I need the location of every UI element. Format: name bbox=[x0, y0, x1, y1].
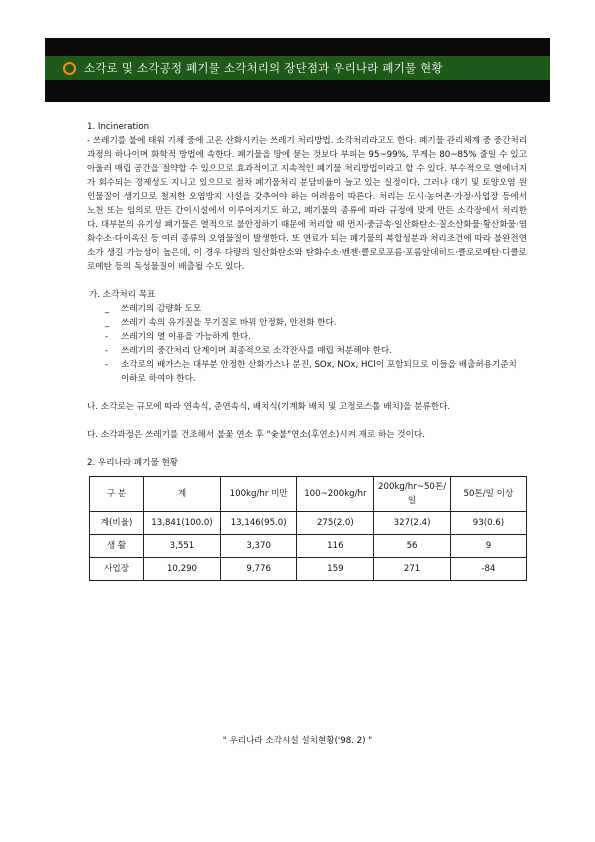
document-title: 소각로 및 소각공정 폐기물 소각처리의 장단점과 우리나라 폐기물 현황 bbox=[84, 61, 443, 75]
table-cell: 사업장 bbox=[90, 558, 144, 581]
list-item bbox=[105, 302, 527, 316]
table-header-cell: 100kg/hr 미만 bbox=[220, 477, 297, 512]
table-header-cell: 계 bbox=[144, 477, 221, 512]
table-header-cell: 200kg/hr~50톤/일 bbox=[374, 477, 451, 512]
table-cell: 275(2.0) bbox=[297, 512, 374, 535]
bullet-dash: - bbox=[105, 346, 109, 356]
bullet-dash: _ bbox=[105, 304, 110, 314]
table-header-row bbox=[90, 477, 527, 512]
list-item bbox=[105, 344, 527, 358]
waste-status-table bbox=[89, 476, 527, 581]
objectives-list bbox=[87, 302, 527, 386]
subsection-ga bbox=[87, 288, 527, 386]
table-cell: 3,370 bbox=[220, 535, 297, 558]
table-row bbox=[90, 535, 527, 558]
list-item bbox=[105, 316, 527, 330]
subsection-ga-heading: 가. 소각처리 목표 bbox=[89, 290, 156, 300]
document-body bbox=[87, 120, 527, 581]
table-cell: -84 bbox=[450, 558, 526, 581]
bullet-dash: - bbox=[105, 332, 109, 342]
table-cell: 계(비율) bbox=[90, 512, 144, 535]
table-cell: 10,290 bbox=[144, 558, 221, 581]
table-caption: " 우리나라 소각시설 설치현황('98. 2) " bbox=[222, 736, 373, 746]
bullet-text: 쓰레기의 감량화 도모 bbox=[121, 304, 202, 314]
subsection-da bbox=[87, 428, 527, 442]
table-header-cell: 100~200kg/hr bbox=[297, 477, 374, 512]
table-cell: 9,776 bbox=[220, 558, 297, 581]
bullet-text: 소각로의 배가스는 대부분 안정한 산화가스나 분진, SOx, NOx, HCl이 포함되므로 이들을 배출허용기준치 이하로 하여야 한다. bbox=[121, 360, 517, 384]
bullet-dash: _ bbox=[105, 318, 110, 328]
table-cell: 116 bbox=[297, 535, 374, 558]
table-cell: 271 bbox=[374, 558, 451, 581]
table-cell: 93(0.6) bbox=[450, 512, 526, 535]
table-cell: 9 bbox=[450, 535, 526, 558]
incineration-paragraph: - 쓰레기를 불에 태워 기체 중에 고온 산화시키는 쓰레기 처리방법. 소각처리라고도 한다. 폐기물 관리체계 중 중간처리 과정의 하나이며 화학적 방법에 속한다. 폐기물을 땅에 묻는 것보다 부피는 95~99%, 무게는 80~85% 줄일 수 있고 아울러 매립 공간을 절약할 수 있으므로 효과적이고 지속적인 폐기물 처리방법이라고 할 수 있다. 부수적으로 열에너지가 회수되는 경제성도 지니고 있으므로 점차 폐기물처리 분담비율이 늘고 있는 실정이다. 그러나 대기 및 토양오염 원인물질이 생기므로 철저한 오염방지 시설을 갖추어야 하는 어려움이 따른다. 처리는 도시·농어촌·가정·사업장 등에서 노천 또는 임의로 만든 간이시설에서 이루어지기도 하고, 폐기물의 종류에 따라 규정에 맞게 만든 소각장에서 처리한다. 대부분의 유기성 폐기물은 열적으로 불안정하기 때문에 처리할 때 먼지·중금속·일산화탄소·질소산화물·황산화물·염화수소·다이옥신 등 여러 종류의 오염물질이 발생한다. 또 연료가 되는 폐기물의 복합성분과 처리조건에 따라 불완전연소가 생길 가능성이 높은데, 이 경우 다량의 일산화탄소와 탄화수소·벤젠·클로로포름·포름알데히드·클로로메탄·디클로로메탄 등의 독성물질이 배출될 수도 있다. bbox=[87, 136, 527, 272]
bullet-dash: - bbox=[105, 360, 109, 370]
bullet-text: 쓰레기 속의 유기질을 무기질로 바꿔 안정화, 안전화 한다. bbox=[121, 318, 337, 328]
subsection-na-text: 나. 소각로는 규모에 따라 연속식, 준연속식, 배치식(기계화 배치 및 고정로스톨 배치)을 분류한다. bbox=[87, 402, 451, 412]
list-item bbox=[105, 358, 527, 386]
list-item bbox=[105, 330, 527, 344]
table-header-cell: 50톤/일 이상 bbox=[450, 477, 526, 512]
section-1-heading: 1. Incineration bbox=[87, 122, 150, 132]
bullet-text: 쓰레기의 중간처리 단계이며 최종적으로 소각잔사를 매립 처분해야 한다. bbox=[121, 346, 392, 356]
table-row bbox=[90, 558, 527, 581]
section-2 bbox=[87, 456, 527, 581]
table-cell: 생 활 bbox=[90, 535, 144, 558]
table-cell: 56 bbox=[374, 535, 451, 558]
table-header-cell: 구 분 bbox=[90, 477, 144, 512]
table-cell: 3,551 bbox=[144, 535, 221, 558]
table-row bbox=[90, 512, 527, 535]
subsection-da-text: 다. 소각과정은 쓰레기를 건조해서 불꽃 연소 후 "숯불"연소(후연소)시켜 재로 하는 것이다. bbox=[87, 430, 425, 440]
title-banner bbox=[45, 38, 550, 102]
subsection-na bbox=[87, 400, 527, 414]
section-2-heading: 2. 우리나라 폐기물 현황 bbox=[87, 458, 179, 468]
title-bar bbox=[45, 56, 550, 80]
table-cell: 13,841(100.0) bbox=[144, 512, 221, 535]
table-cell: 159 bbox=[297, 558, 374, 581]
bullet-text: 쓰레기의 열 이용을 가능하게 한다. bbox=[121, 332, 251, 342]
table-cell: 327(2.4) bbox=[374, 512, 451, 535]
table-cell: 13,146(95.0) bbox=[220, 512, 297, 535]
circle-bullet-icon bbox=[63, 62, 76, 75]
